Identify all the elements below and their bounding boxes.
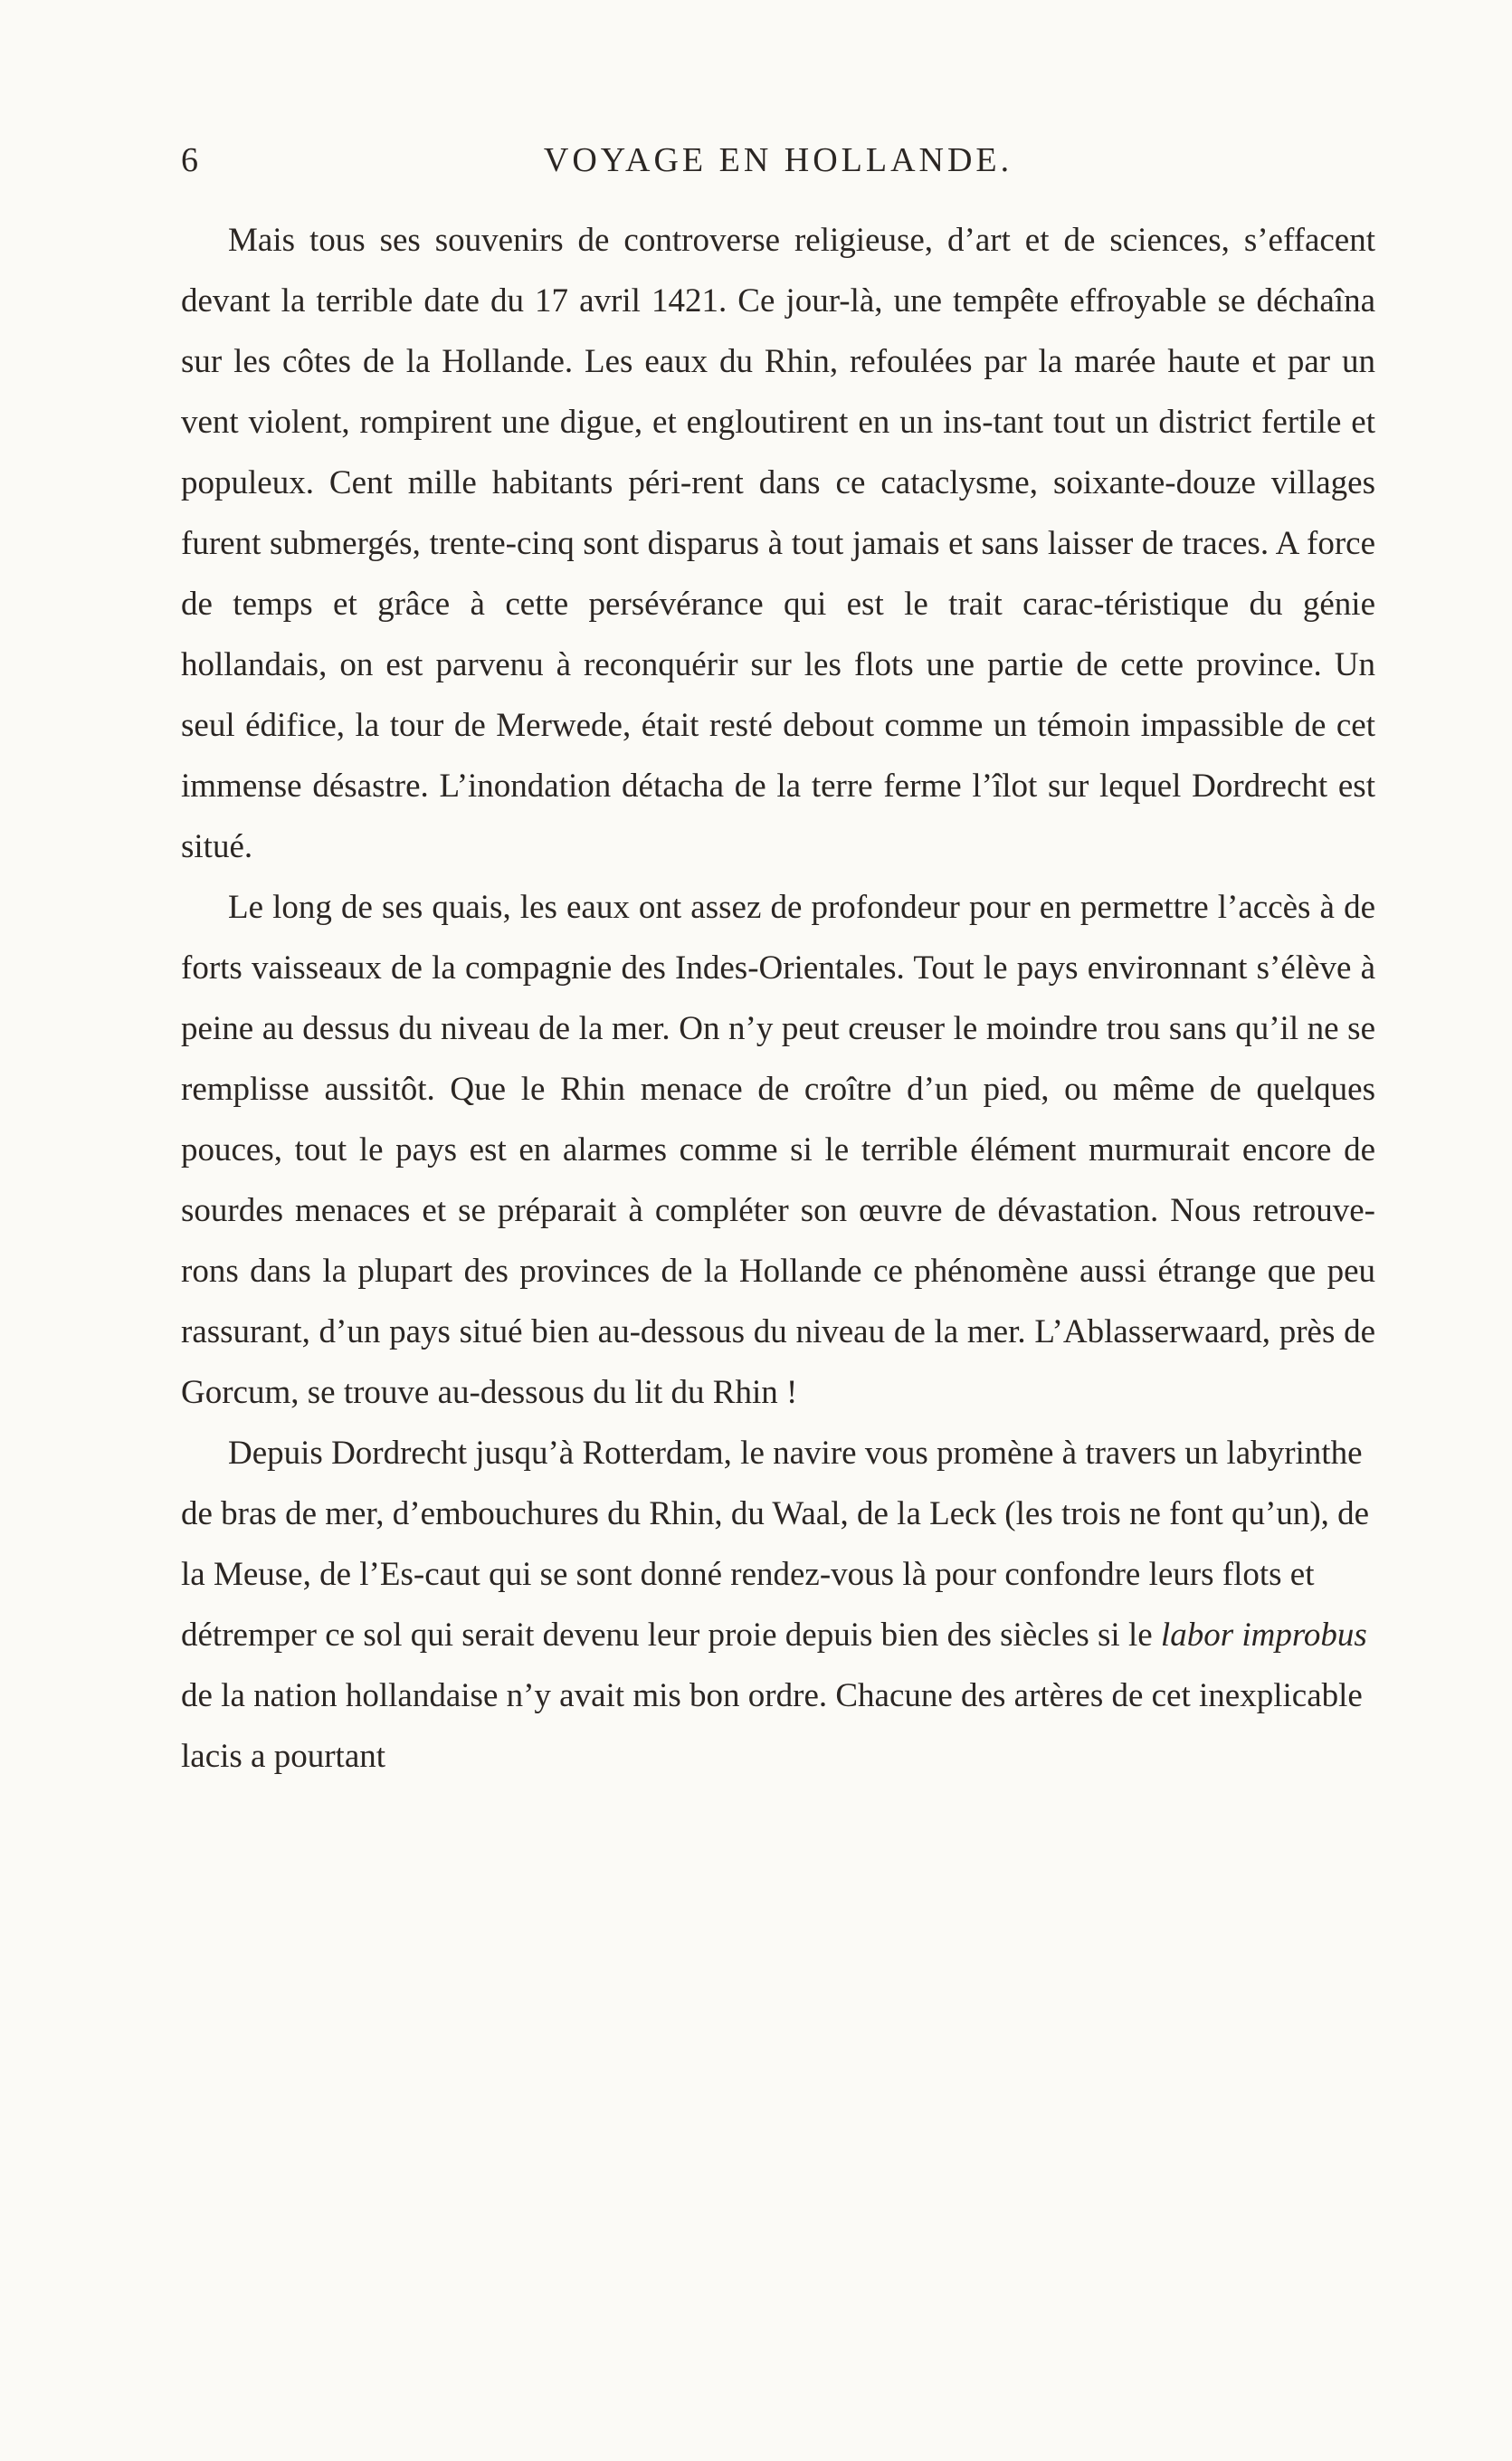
paragraph-3-end: de la nation hollandaise n’y avait mis bon ordre. Chacune des artères de cet inexplicable lacis a pourtant: [181, 1677, 1363, 1775]
paragraph-2: Le long de ses quais, les eaux ont assez de profondeur pour en permettre l’accès à de forts vaisseaux de la compagnie des Indes-Orientales. Tout le pays environnant s’élève à peine au dessus du niveau de la mer. On n’y peut creuser le moindre trou sans qu’il ne se remplisse aussitôt. Que le Rhin menace de croître d’un pied, ou même de quelques pouces, tout le pays est en alarmes comme si le terrible élément murmurait encore de sourdes menaces et se préparait à compléter son œuvre de dévastation. Nous retrouve-rons dans la plupart des provinces de la Hollande ce phénomène aussi étrange que peu rassurant, d’un pays situé bien au-dessous du niveau de la mer. L’Ablasserwaard, près de Gorcum, se trouve au-dessous du lit du Rhin !: [181, 889, 1375, 1411]
paragraph-1: Mais tous ses souvenirs de controverse religieuse, d’art et de sciences, s’effacent devant la terrible date du 17 avril 1421. Ce jour-là, une tempête effroyable se déchaîna sur les côtes de la Hollande. Les eaux du Rhin, refoulées par la marée haute et par un vent violent, rompirent une digue, et engloutirent en un ins-tant tout un district fertile et populeux. Cent mille habitants péri-rent dans ce cataclysme, soixante-douze villages furent submergés, trente-cinq sont disparus à tout jamais et sans laisser de traces. A force de temps et grâce à cette persévérance qui est le trait carac-téristique du génie hollandais, on est parvenu à reconquérir sur les flots une partie de cette province. Un seul édifice, la tour de Merwede, était resté debout comme un témoin impassible de cet immense désastre. L’inondation détacha de la terre ferme l’îlot sur lequel Dordrecht est situé.: [181, 222, 1375, 865]
page-number: 6: [181, 141, 199, 179]
body-text: [181, 210, 1375, 1787]
running-title: VOYAGE EN HOLLANDE.: [543, 141, 1013, 179]
running-head: [181, 140, 1375, 195]
paragraph-3-start: Depuis Dordrecht jusqu’à Rotterdam, le navire vous promène à travers un labyrinthe de bras de mer, d’embouchures du Rhin, du Waal, de la Leck (les trois ne font qu’un), de la Meuse, de l’Es-caut qui se sont donné rendez-vous là pour confondre leurs flots et détremper ce sol qui serait devenu leur proie depuis bien des siècles si le: [181, 1435, 1370, 1654]
paragraph-3: [181, 1423, 1375, 1787]
latin-phrase: labor improbus: [1160, 1617, 1367, 1654]
